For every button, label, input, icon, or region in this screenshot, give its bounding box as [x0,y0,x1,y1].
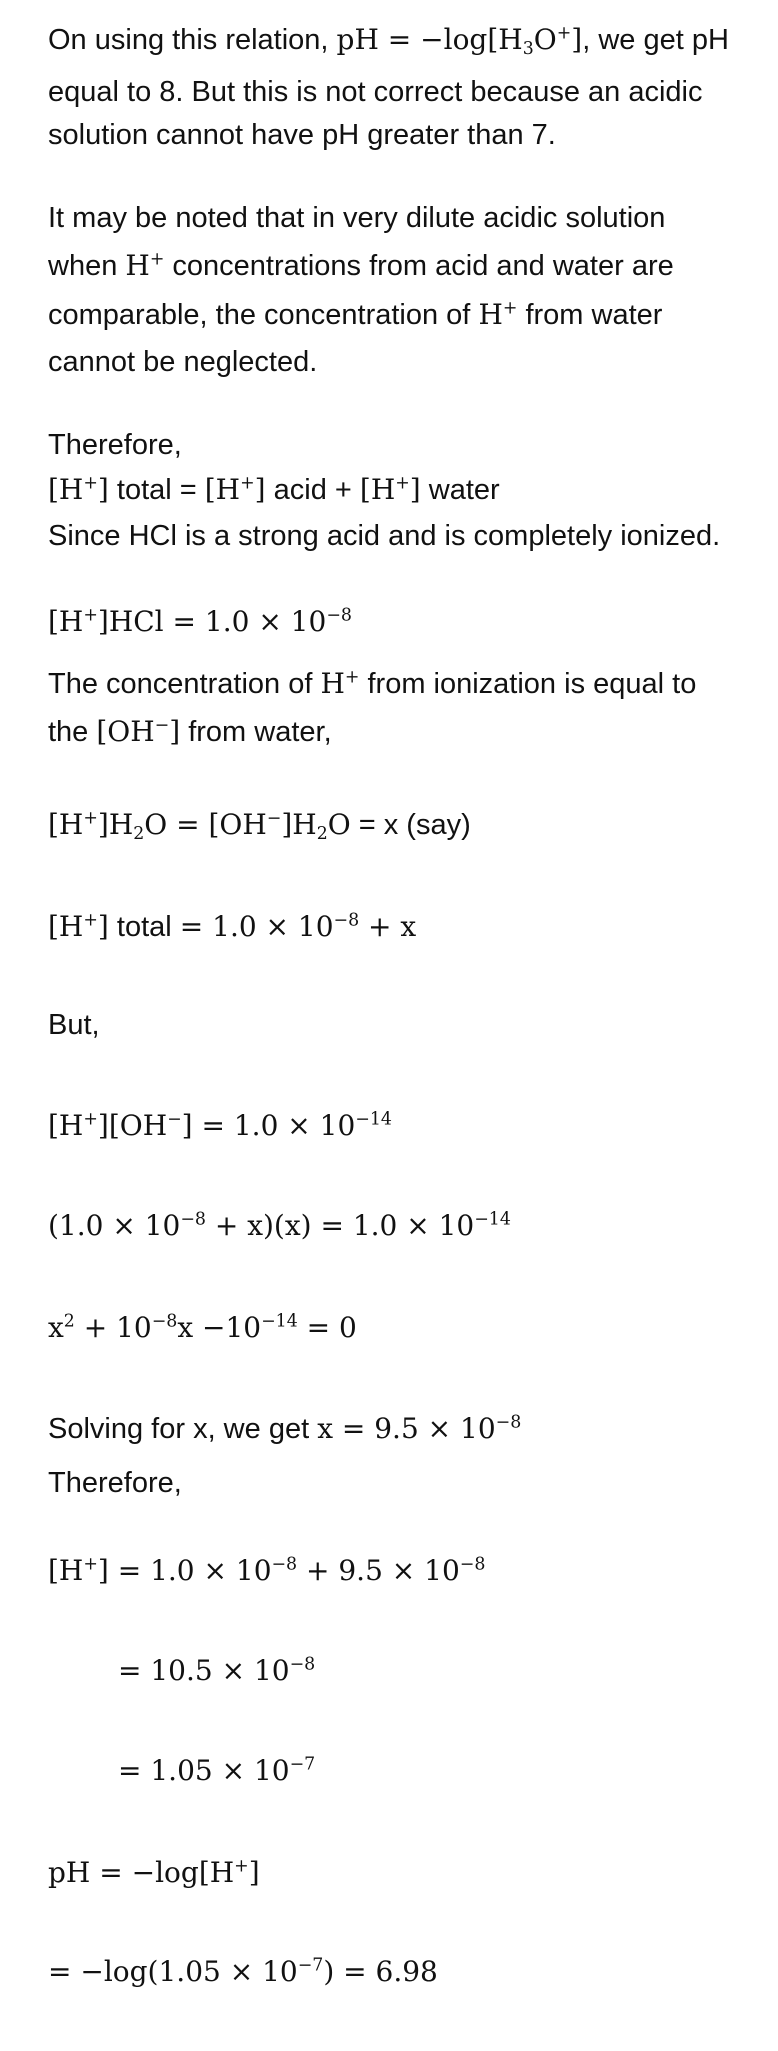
text: water [420,474,500,506]
text: acid + [265,474,360,506]
equation-total [48,909,416,945]
equation-final: = $-\log(1.05 \times 10^{-7}) = 6.98$ [48,1955,438,1988]
math: = $1.0 \times 10^{-8} + x$ [179,910,417,943]
text-line: It may be noted that in very dilute acidic solution [48,202,666,234]
text: Solving for x, we get [48,1413,318,1445]
text-line: solution cannot have pH greater than 7. [48,119,556,151]
h-plus-bracket-math: [H+] [48,473,109,506]
text-line: cannot be neglected. [48,346,318,378]
equation-hcl: $[H^+]HCl = 1.0 \times 10^{-8}$ [48,605,352,638]
equation-step: = $1.05 \times 10^{-7}$ [118,1754,316,1787]
text: concentrations from acid and water are [164,250,674,282]
text-line: But, [48,1009,100,1041]
text-line: Therefore, [48,429,182,461]
text-line: equal to 8. But this is not correct because an acidic [48,76,703,108]
text-line: Therefore, [48,1467,182,1499]
text: = x (say) [350,809,471,841]
text-line [48,22,729,58]
text: total [108,911,180,943]
text: the [48,716,97,748]
math: $[H^+]H_2O = [OH^-]H_2O$ [48,808,351,845]
oh-minus-math: [OH−] [96,715,181,748]
h-plus-bracket-math: [H+] [204,473,266,506]
text-line: Since HCl is a strong acid and is completely ionized. [48,520,721,552]
text-line [48,297,662,333]
h-plus-math: H+ [478,298,518,331]
text: from ionization is equal to [359,668,697,700]
ph-relation-math: pH = $-\log[H_3O^+]$ [336,23,583,60]
text: comparable, the concentration of [48,299,479,331]
equation-h-total: $[H^+] = 1.0 \times 10^{-8} + 9.5 \times 10^{-8}$ [48,1554,486,1587]
text: HCl [108,605,164,638]
equation-substitution: $(1.0 \times 10^{-8} + x)(x) = 1.0 \times 10^{-14}$ [48,1209,511,1242]
text: from water, [180,716,332,748]
equation-step: = $10.5 \times 10^{-8}$ [118,1654,316,1687]
text-line [48,666,696,702]
text-line [48,1411,521,1447]
text: from water [517,299,663,331]
math: [H+] [48,910,109,943]
text: The concentration of [48,668,321,700]
text: total = [108,474,205,506]
exponent: −8 [326,605,352,626]
text: when [48,250,126,282]
text-line [48,472,500,508]
text: , we get pH [582,24,729,56]
text-line [48,248,674,284]
text: On using this relation, [48,24,337,56]
equation-water [48,807,471,843]
equation-kw: $[H^+][OH^-] = 1.0 \times 10^{-14}$ [48,1109,392,1142]
equation-ph: pH = −log[H+] [48,1856,260,1889]
text: = 1.0 × 10 [163,605,327,638]
h-plus-bracket-math: [H+] [359,473,421,506]
math: $x = 9.5 \times 10^{-8}$ [317,1412,522,1445]
h-plus-math: H+ [125,249,165,282]
text-line [48,714,332,750]
h-plus-math: H+ [320,667,360,700]
equation-quadratic: $x^2 + 10^{-8}x -10^{-14} = 0$ [48,1311,357,1344]
